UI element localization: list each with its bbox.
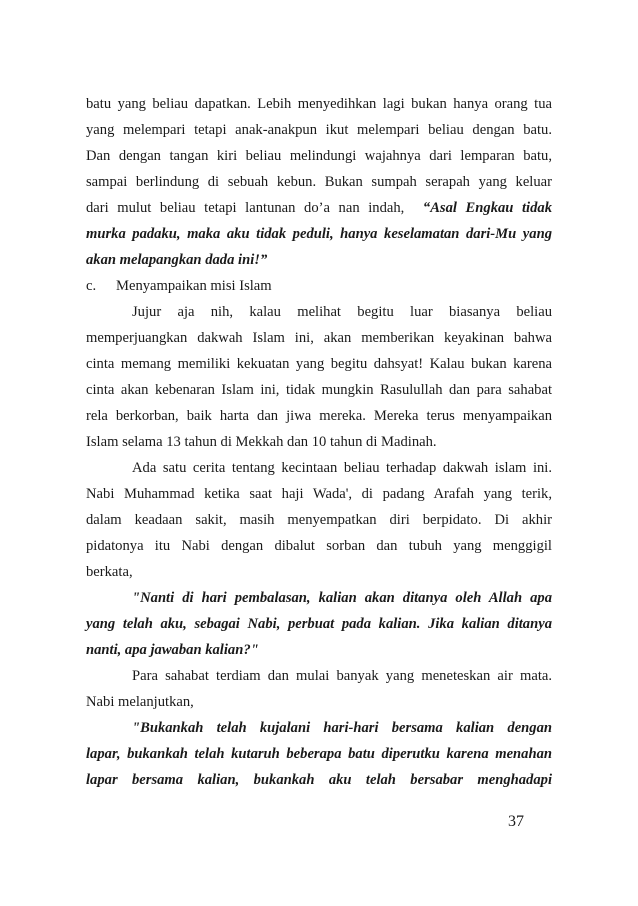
quote-3-line-1: "Bukankah telah kujalani hari-hari bersama kalian dengan — [132, 720, 552, 736]
section-heading-c — [86, 276, 552, 296]
quote-2-line-1: "Nanti di hari pembalasan, kalian akan ditanya oleh Allah apa — [132, 590, 552, 606]
text-line-2: yang melempari tetapi anak-anakpun ikut melempari beliau dengan batu. — [86, 122, 552, 138]
paragraph-2-line-2: Nabi Muhammad ketika saat haji Wada', di padang Arafah yang terik, — [86, 486, 552, 502]
paragraph-1-line-1: Jujur aja nih, kalau melihat begitu luar biasanya beliau — [132, 304, 552, 320]
paragraph-2-line-1: Ada satu cerita tentang kecintaan beliau terhadap dakwah islam ini. — [132, 460, 552, 476]
paragraph-1-line-4: cinta akan kebenaran Islam ini, tidak mungkin Rasulullah dan para sahabat — [86, 382, 552, 398]
text-line-3: Dan dengan tangan kiri beliau melindungi wajahnya dari lemparan batu, — [86, 148, 552, 164]
paragraph-1-line-3: cinta memang memiliki kekuatan yang begitu dahsyat! Kalau bukan karena — [86, 356, 552, 372]
quote-2-line-2: yang telah aku, sebagai Nabi, perbuat pada kalian. Jika kalian ditanya — [86, 616, 552, 632]
paragraph-3-line-1: Para sahabat terdiam dan mulai banyak yang meneteskan air mata. — [132, 668, 552, 684]
list-marker-c: c. — [86, 278, 97, 294]
text-line-5-plain: dari mulut beliau tetapi lantunan do’a nan indah, — [86, 200, 405, 216]
quote-3-line-3: lapar bersama kalian, bukankah aku telah bersabar menghadapi — [86, 772, 552, 788]
paragraph-2-line-3: dalam keadaan sakit, masih menyempatkan diri berpidato. Di akhir — [86, 512, 552, 528]
paragraph-1-line-5: rela berkorban, baik harta dan jiwa mereka. Mereka terus menyampaikan — [86, 408, 552, 424]
section-heading-text: Menyampaikan misi Islam — [116, 278, 272, 294]
paragraph-1-line-2: memperjuangkan dakwah Islam ini, akan memberikan keyakinan bahwa — [86, 330, 552, 346]
quote-start: “Asal Engkau tidak — [422, 200, 552, 216]
quote-3-line-2: lapar, bukankah telah kutaruh beberapa batu diperutku karena menahan — [86, 746, 552, 762]
paragraph-2-line-4: pidatonya itu Nabi dengan dibalut sorban dan tubuh yang menggigil — [86, 538, 552, 554]
page-number: 37 — [508, 813, 524, 830]
paragraph-2-line-5: berkata, — [86, 564, 133, 580]
quote-line-2: murka padaku, maka aku tidak peduli, hanya keselamatan dari-Mu yang — [86, 226, 552, 242]
paragraph-3-line-2: Nabi melanjutkan, — [86, 694, 194, 710]
text-line-1: batu yang beliau dapatkan. Lebih menyedihkan lagi bukan hanya orang tua — [86, 96, 552, 112]
text-line-5 — [86, 198, 552, 218]
quote-line-3: akan melapangkan dada ini!” — [86, 252, 268, 268]
quote-2-line-3: nanti, apa jawaban kalian?" — [86, 642, 259, 658]
paragraph-1-line-6: Islam selama 13 tahun di Mekkah dan 10 tahun di Madinah. — [86, 434, 437, 450]
text-line-4: sampai berlindung di sebuah kebun. Bukan sumpah serapah yang keluar — [86, 174, 552, 190]
